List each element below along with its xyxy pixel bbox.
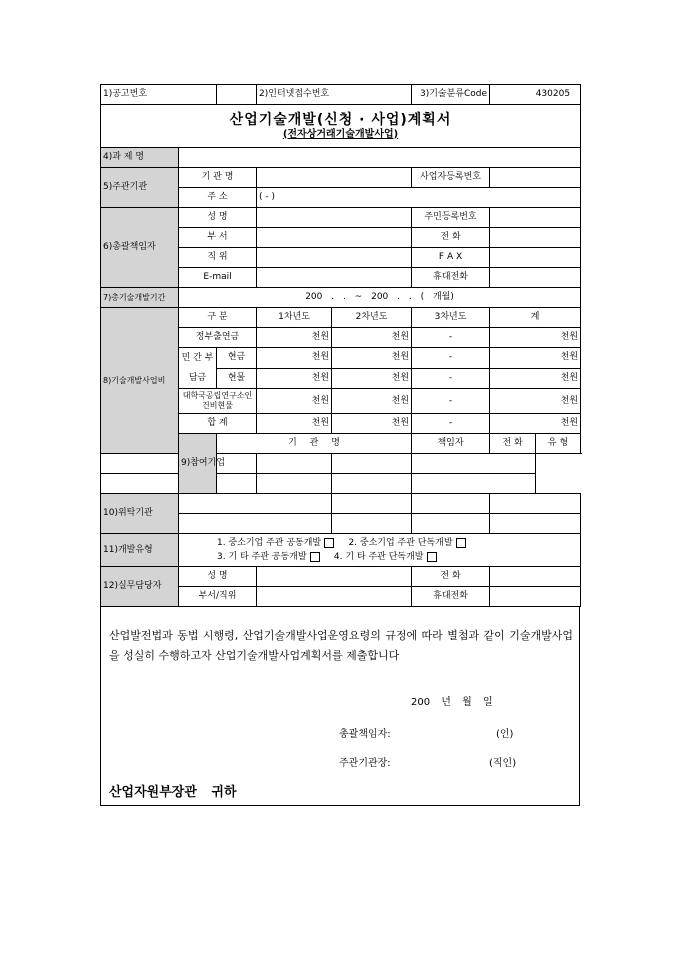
- mgr-mobile-field[interactable]: [490, 268, 581, 288]
- declaration-text: 산업발전법과 동법 시행령, 산업기술개발사업운영요령의 규정에 따라 별첨과 같이 기술개발사업을 성실히 수행하고자 산업기술개발사업계획서를 제출합니다: [109, 629, 573, 662]
- cost-col-y2: 2차년도: [332, 308, 412, 328]
- cost-cell[interactable]: 천원: [490, 414, 581, 434]
- staff-name-field[interactable]: [257, 567, 412, 587]
- manager-label: 6)총괄책임자: [101, 208, 179, 288]
- address-field[interactable]: ( - ): [257, 188, 581, 208]
- email-label: E-mail: [179, 268, 257, 288]
- address-label: 주 소: [179, 188, 257, 208]
- sign-head-label: 주관기관장:: [339, 758, 391, 769]
- cost-cell[interactable]: 천원: [490, 368, 581, 389]
- header-row: [101, 85, 581, 105]
- part-phone-field[interactable]: [332, 454, 412, 474]
- mgr-phone-field[interactable]: [490, 228, 581, 248]
- mgr-mobile-label: 휴대전화: [412, 268, 490, 288]
- application-form: [100, 84, 580, 806]
- consign-phone-field[interactable]: [412, 514, 490, 534]
- notice-no-value[interactable]: [217, 85, 257, 105]
- part-col-type: 유 형: [536, 434, 581, 454]
- cost-cell[interactable]: 천원: [332, 328, 412, 348]
- cost-cell[interactable]: 천원: [332, 414, 412, 434]
- form-table: [100, 84, 581, 607]
- dev-type-opt1[interactable]: 1. 중소기업 주관 공동개발: [217, 538, 334, 548]
- checkbox-icon[interactable]: [310, 552, 320, 562]
- cost-cell[interactable]: -: [412, 368, 490, 389]
- staff-phone-label: 전 화: [412, 567, 490, 587]
- mgr-position-label: 직 위: [179, 248, 257, 268]
- cost-cell[interactable]: 천원: [257, 389, 332, 414]
- cost-cell[interactable]: 천원: [490, 389, 581, 414]
- cost-cell[interactable]: -: [412, 348, 490, 369]
- cost-cell[interactable]: 천원: [332, 368, 412, 389]
- cost-cell[interactable]: -: [412, 414, 490, 434]
- cost-cell[interactable]: -: [412, 328, 490, 348]
- cost-row-cash: 현금: [217, 348, 257, 369]
- cost-private-label: 민 간 부담금: [179, 348, 217, 389]
- mgr-name-field[interactable]: [257, 208, 412, 228]
- part-type-field[interactable]: [412, 454, 536, 474]
- checkbox-icon[interactable]: [456, 538, 466, 548]
- part-col-phone: 전 화: [490, 434, 536, 454]
- consign-type-field[interactable]: [490, 514, 581, 534]
- rrn-label: 주민등록번호: [412, 208, 490, 228]
- consign-phone-field[interactable]: [412, 494, 490, 514]
- staff-mobile-field[interactable]: [490, 587, 581, 607]
- cost-col-total: 계: [490, 308, 581, 328]
- staff-mobile-label: 휴대전화: [412, 587, 490, 607]
- addressee: 산업자원부장관 귀하: [109, 785, 237, 800]
- staff-dept-field[interactable]: [257, 587, 412, 607]
- mgr-position-field[interactable]: [257, 248, 412, 268]
- staff-label: 12)실무담당자: [101, 567, 179, 607]
- consign-org-field[interactable]: [179, 494, 332, 514]
- mgr-name-label: 성 명: [179, 208, 257, 228]
- rrn-field[interactable]: [490, 208, 581, 228]
- dev-type-options: [179, 534, 581, 567]
- dev-type-opt3[interactable]: 3. 기 타 주관 공동개발: [217, 552, 320, 562]
- part-org-field[interactable]: [101, 474, 257, 494]
- checkbox-icon[interactable]: [324, 538, 334, 548]
- staff-dept-label: 부서/직위: [179, 587, 257, 607]
- sign-manager-mark[interactable]: (인): [496, 729, 514, 740]
- sign-manager-label: 총괄책임자:: [339, 729, 391, 740]
- project-name-label: 4)과 제 명: [101, 148, 179, 168]
- part-org-field[interactable]: [101, 454, 257, 474]
- fax-field[interactable]: [490, 248, 581, 268]
- sign-head-mark[interactable]: (직인): [489, 758, 517, 769]
- consign-resp-field[interactable]: [332, 514, 412, 534]
- cost-row-gov: 정부출연금: [179, 328, 257, 348]
- cost-cell[interactable]: 천원: [257, 414, 332, 434]
- tech-class-label: 3)기술분류Code: [412, 85, 490, 105]
- biz-reg-field[interactable]: [490, 168, 581, 188]
- cost-cell[interactable]: 천원: [490, 348, 581, 369]
- part-col-resp: 책임자: [412, 434, 490, 454]
- mgr-dept-field[interactable]: [257, 228, 412, 248]
- form-subtitle: (전자상거래기술개발사업): [282, 128, 399, 140]
- org-name-label: 기 관 명: [179, 168, 257, 188]
- period-field[interactable]: 200 . . ~ 200 . . ( 개월): [179, 288, 581, 308]
- cost-cell[interactable]: 천원: [332, 348, 412, 369]
- cost-col-category: 구 분: [179, 308, 257, 328]
- form-title: 산업기술개발(신청 · 사업)계획서: [229, 111, 452, 128]
- cost-cell[interactable]: -: [412, 389, 490, 414]
- participants-label: 9)참여기업: [179, 434, 217, 494]
- part-resp-field[interactable]: [257, 454, 332, 474]
- consign-org-field[interactable]: [179, 514, 332, 534]
- cost-cell[interactable]: 천원: [257, 368, 332, 389]
- cost-cell[interactable]: 천원: [257, 348, 332, 369]
- checkbox-icon[interactable]: [427, 552, 437, 562]
- cost-col-y3: 3차년도: [412, 308, 490, 328]
- dev-type-opt4[interactable]: 4. 기 타 주관 단독개발: [334, 552, 437, 562]
- cost-col-y1: 1차년도: [257, 308, 332, 328]
- cost-cell[interactable]: 천원: [332, 389, 412, 414]
- notice-no-label: 1)공고번호: [101, 85, 217, 105]
- dev-type-opt2[interactable]: 2. 중소기업 주관 단독개발: [348, 538, 465, 548]
- part-type-field[interactable]: [412, 474, 536, 494]
- cost-row-univ: 대학국공립연구소인건비현물: [179, 389, 257, 414]
- title-row: [101, 105, 581, 148]
- declaration-block: [100, 607, 580, 806]
- cost-row-sum: 합 계: [179, 414, 257, 434]
- cost-cell[interactable]: 천원: [490, 328, 581, 348]
- internet-no-label: 2)인터넷접수번호: [257, 85, 412, 105]
- biz-reg-label: 사업자등록번호: [412, 168, 490, 188]
- mgr-phone-label: 전 화: [412, 228, 490, 248]
- date-line[interactable]: 200 년 월 일: [411, 697, 493, 708]
- consign-label: 10)위탁기관: [101, 494, 179, 534]
- staff-name-label: 성 명: [179, 567, 257, 587]
- fax-label: F A X: [412, 248, 490, 268]
- part-col-org: 기 관 명: [217, 434, 412, 454]
- host-org-label: 5)주관기관: [101, 168, 179, 208]
- consign-type-field[interactable]: [490, 494, 581, 514]
- mgr-dept-label: 부 서: [179, 228, 257, 248]
- org-name-field[interactable]: [257, 168, 412, 188]
- consign-resp-field[interactable]: [332, 494, 412, 514]
- email-field[interactable]: [257, 268, 412, 288]
- cost-label: 8)기술개발사업비: [101, 308, 179, 454]
- period-label: 7)총기술개발기간: [101, 288, 179, 308]
- title-block: [101, 105, 581, 148]
- staff-phone-field[interactable]: [490, 567, 581, 587]
- cost-cell[interactable]: 천원: [257, 328, 332, 348]
- project-name-row: [101, 148, 581, 168]
- project-name-field[interactable]: [179, 148, 581, 168]
- tech-class-value[interactable]: 430205: [490, 85, 581, 105]
- part-phone-field[interactable]: [332, 474, 412, 494]
- part-resp-field[interactable]: [257, 474, 332, 494]
- cost-row-kind: 현물: [217, 368, 257, 389]
- dev-type-label: 11)개발유형: [101, 534, 179, 567]
